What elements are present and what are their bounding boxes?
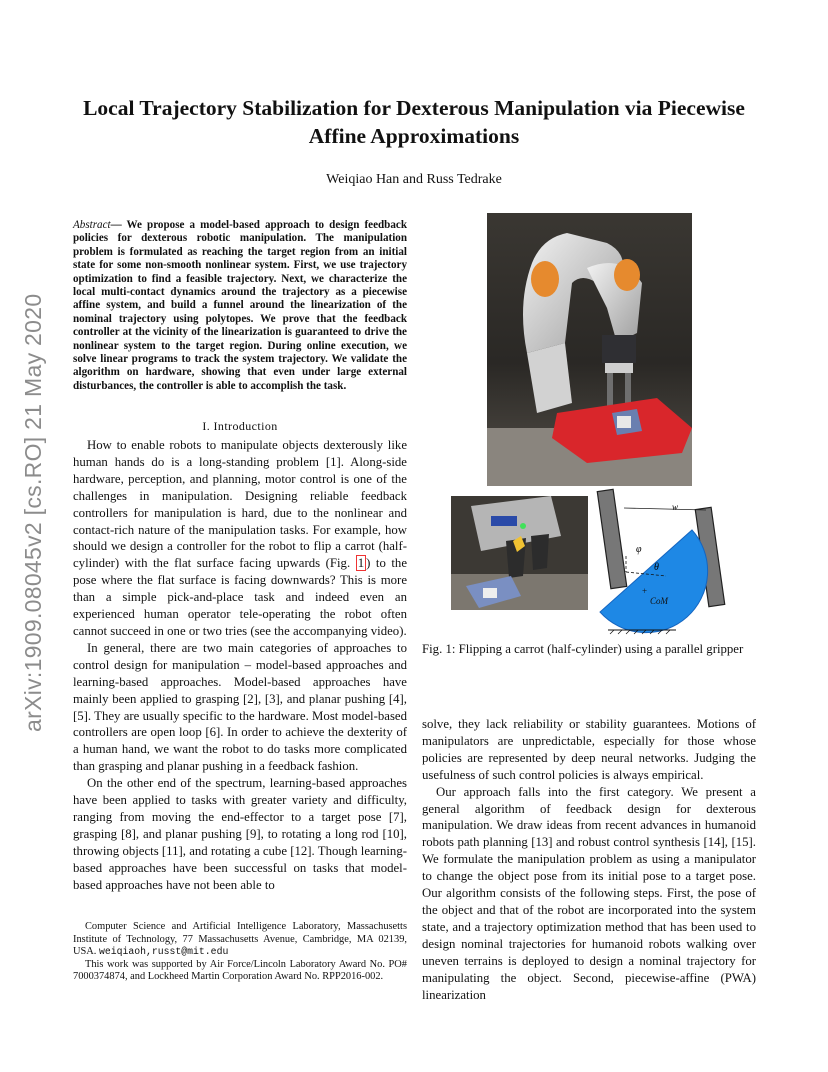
right-paragraph-2: Our approach falls into the first category. We present a general algorithm of feedback design for dexterous manipulation. We draw ideas from recent advances in humanoid robots path planning [13] and robust control synthesis [14], [15]. We formulate the manipulation problem as using a manipulator to change the object pose from its initial pose to a target pose. Our algorithm consists of the following steps. First, the pose of the object and that of the robot are incorporated into the system state, and a trajectory optimization method that has been used to design nominal trajectories for humanoid robots walking over uneven terrains is deployed to design a nominal trajectory for manipulating the object. Second, piecewise-affine (PWA) linearization xyxy=(422,784,756,1002)
section-heading: I. Introduction xyxy=(202,419,278,433)
arxiv-identifier[interactable]: arXiv:1909.08045v2 [cs.RO] 21 May 2020 xyxy=(20,293,46,732)
label-phi: φ xyxy=(636,544,642,555)
paper-authors: Weiqiao Han and Russ Tedrake xyxy=(326,172,502,187)
intro-paragraph-2: In general, there are two main categories of approaches to control design for manipulation – model-based approaches and learning-based approaches. Model-based approaches have mainly been applied to grasping [2], [3], and planar pushing [4], [5]. They are usually specific to the hardware. Most model-based controllers are open loop [6]. In order to achieve the dexterity of a human hand, we want the robot to do tasks more complicated than grasping and planar pushing in a feedback fashion. xyxy=(73,640,407,774)
footnote-affiliation xyxy=(73,921,407,959)
abstract xyxy=(73,219,407,393)
right-paragraph-1: solve, they lack reliability or stability guarantees. Motions of manipulators are unpredictable, especially for those whose policies are represented by deep neural networks. Judging the usefulness of such control policies is always empirical. xyxy=(422,717,756,782)
label-w: w xyxy=(672,502,679,512)
abstract-text: — We propose a model-based approach to design feedback policies for dexterous robotic manipulation. The manipulation problem is formulated as reaching the target region from an initial state for some non-smooth nonlinear system. First, we use trajectory optimization to find a feasible trajectory. Next, we characterize the local multi-contact dynamics around the trajectory as a piecewise affine system, and build a funnel around the linearization of the nominal trajectory using polytopes. We prove that the feedback controller at the vicinity of the linearization is guaranteed to drive the nonlinear system to the target region. During online execution, we solve linear programs to track the system trajectory. We validate the algorithm on hardware, showing that even under large external disturbances, the controller is able to accomplish the task. xyxy=(73,219,407,392)
label-theta: θ xyxy=(654,562,659,573)
robot-arm-photo xyxy=(487,213,692,486)
footnote-affiliation-text: Computer Science and Artificial Intelligence Laboratory, Massachusetts Institute of Technology, 77 Massachusetts Avenue, Cambridge, MA 02139, USA. xyxy=(73,921,407,958)
gripper-carrot-photo xyxy=(451,496,588,610)
svg-text:+: + xyxy=(642,586,648,596)
intro-p1-part-a: How to enable robots to manipulate objects dexterously like human hands do is a long-standing problem [1]. Along-side hardware, perception, and planning, motor control is one of the challenges in manipulation. Designing reliable feedback controllers for manipulation is hard, due to the nonlinear and contact-rich nature of the manipulation tasks. For example, how should we design a controller for the robot to flip a carrot (half-cylinder) with the flat surface facing upwards (Fig. xyxy=(73,438,407,571)
label-com: CoM xyxy=(650,596,668,606)
figure-caption: Fig. 1: Flipping a carrot (half-cylinder) using a parallel gripper xyxy=(422,642,744,656)
abstract-label: Abstract xyxy=(73,219,111,231)
intro-left-column xyxy=(73,437,407,893)
footnote-funding: This work was supported by Air Force/Lincoln Laboratory Award No. PO# 7000374874, and Lockheed Martin Corporation Award No. RPP2016-002. xyxy=(73,958,407,983)
intro-right-column xyxy=(422,716,756,1003)
intro-p1-part-b: ) to the pose where the flat surface is facing downwards? This is more than a simple pick-and-place task and indeed even an experienced human operator tele-operating the robot often cannot succeed in one or two tries (see the accompanying video). xyxy=(73,556,408,638)
figure-reference-link[interactable]: 1 xyxy=(357,556,365,571)
intro-paragraph-1 xyxy=(73,437,407,640)
paper-title: Local Trajectory Stabilization for Dexterous Manipulation via Piecewise Affine Approximations xyxy=(83,96,745,148)
footnote-email[interactable]: weiqiaoh,russt@mit.edu xyxy=(98,946,229,958)
flip-diagram xyxy=(596,486,730,638)
footnotes xyxy=(73,921,407,984)
intro-paragraph-3: On the other end of the spectrum, learning-based approaches have been applied to tasks with greater variety and difficulty, ranging from moving the end-effector to a target pose [7], grasping [8], and planar pushing [9], to rotating a long rod [10], throwing objects [11], and rotating a cube [12]. Though learning-based approaches have been successful on tasks that model-based approaches have not been able to xyxy=(73,776,407,892)
